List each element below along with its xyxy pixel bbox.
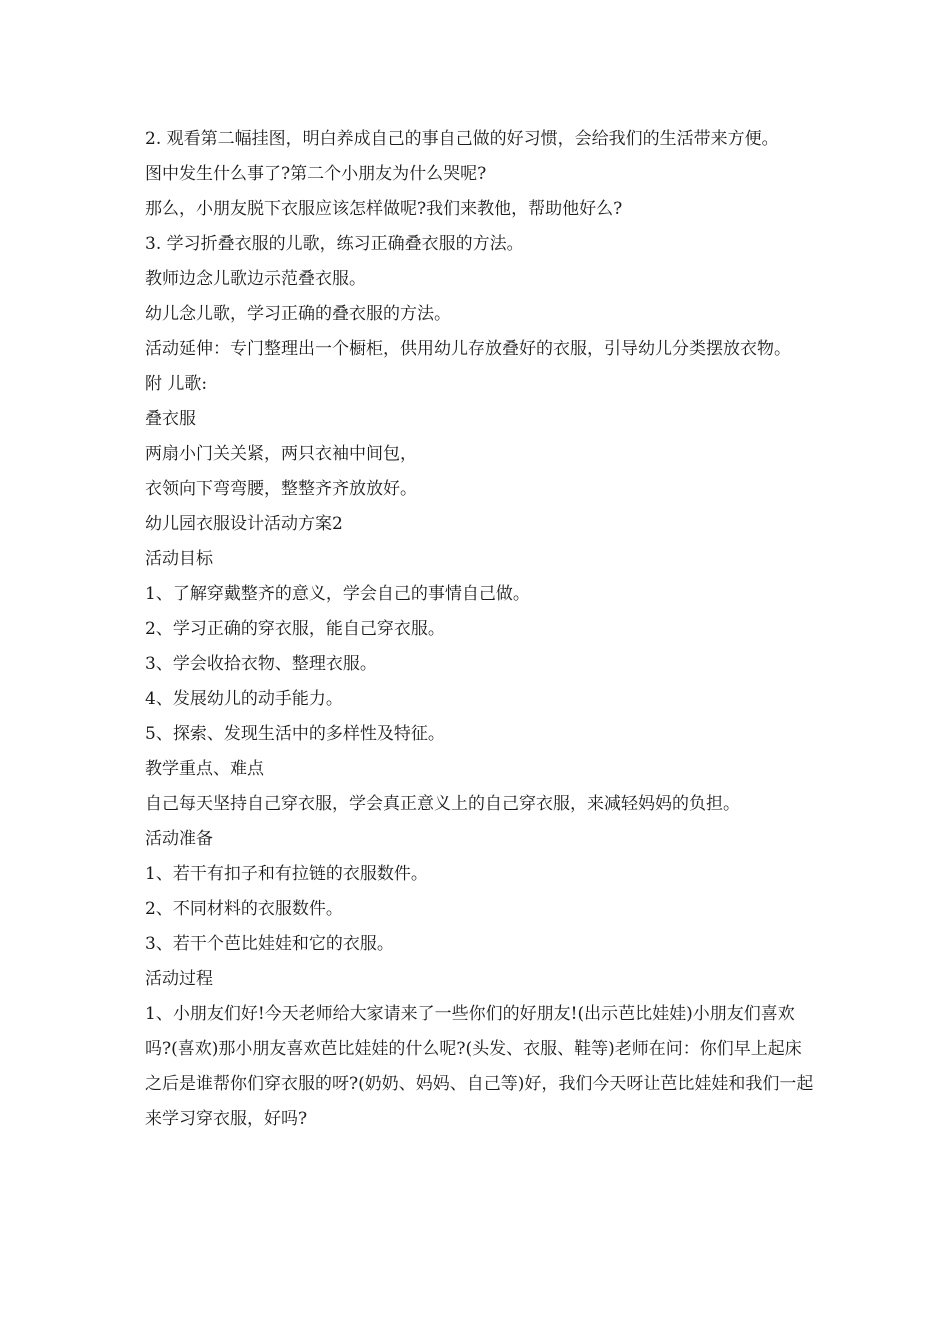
paragraph-activity-extension: 活动延伸：专门整理出一个橱柜，供用幼儿存放叠好的衣服，引导幼儿分类摆放衣物。 bbox=[145, 339, 791, 359]
song-title: 叠衣服 bbox=[145, 409, 196, 429]
paragraph-appendix-label: 附 儿歌: bbox=[145, 374, 208, 394]
preparation-item-2: 2、不同材料的衣服数件。 bbox=[145, 899, 343, 919]
process-step-1: 1、小朋友们好!今天老师给大家请来了一些你们的好朋友!(出示芭比娃娃)小朋友们喜欢吗?(喜欢)那小朋友喜欢芭比娃娃的什么呢?(头发、衣服、鞋等)老师在问：你们早上起床之后是谁帮你们穿衣服的呀?(奶奶、妈妈、自己等)好，我们今天呀让芭比娃娃和我们一起来学习穿衣服，好吗? bbox=[145, 1004, 814, 1129]
paragraph-question-2: 那么，小朋友脱下衣服应该怎样做呢?我们来教他，帮助他好么? bbox=[145, 199, 623, 219]
section-title-plan-2: 幼儿园衣服设计活动方案2 bbox=[145, 514, 343, 534]
song-line-1: 两扇小门关关紧，两只衣袖中间包， bbox=[145, 444, 417, 464]
heading-preparation: 活动准备 bbox=[145, 829, 213, 849]
song-line-2: 衣领向下弯弯腰，整整齐齐放放好。 bbox=[145, 479, 417, 499]
heading-key-points: 教学重点、难点 bbox=[145, 759, 264, 779]
goal-item-1: 1、了解穿戴整齐的意义，学会自己的事情自己做。 bbox=[145, 584, 530, 604]
heading-process: 活动过程 bbox=[145, 969, 213, 989]
goal-item-3: 3、学会收拾衣物、整理衣服。 bbox=[145, 654, 377, 674]
paragraph-step-2: 2. 观看第二幅挂图，明白养成自己的事自己做的好习惯，会给我们的生活带来方便。 bbox=[145, 129, 779, 149]
goal-item-4: 4、发展幼儿的动手能力。 bbox=[145, 689, 343, 709]
preparation-item-1: 1、若干有扣子和有拉链的衣服数件。 bbox=[145, 864, 428, 884]
heading-activity-goals: 活动目标 bbox=[145, 549, 213, 569]
key-points-text: 自己每天坚持自己穿衣服，学会真正意义上的自己穿衣服，来减轻妈妈的负担。 bbox=[145, 794, 740, 814]
goal-item-5: 5、探索、发现生活中的多样性及特征。 bbox=[145, 724, 445, 744]
paragraph-children-recite: 幼儿念儿歌，学习正确的叠衣服的方法。 bbox=[145, 304, 451, 324]
goal-item-2: 2、学习正确的穿衣服，能自己穿衣服。 bbox=[145, 619, 445, 639]
paragraph-teacher-demo: 教师边念儿歌边示范叠衣服。 bbox=[145, 269, 366, 289]
paragraph-question-1: 图中发生什么事了?第二个小朋友为什么哭呢? bbox=[145, 164, 487, 184]
preparation-item-3: 3、若干个芭比娃娃和它的衣服。 bbox=[145, 934, 394, 954]
paragraph-step-3: 3. 学习折叠衣服的儿歌，练习正确叠衣服的方法。 bbox=[145, 234, 524, 254]
